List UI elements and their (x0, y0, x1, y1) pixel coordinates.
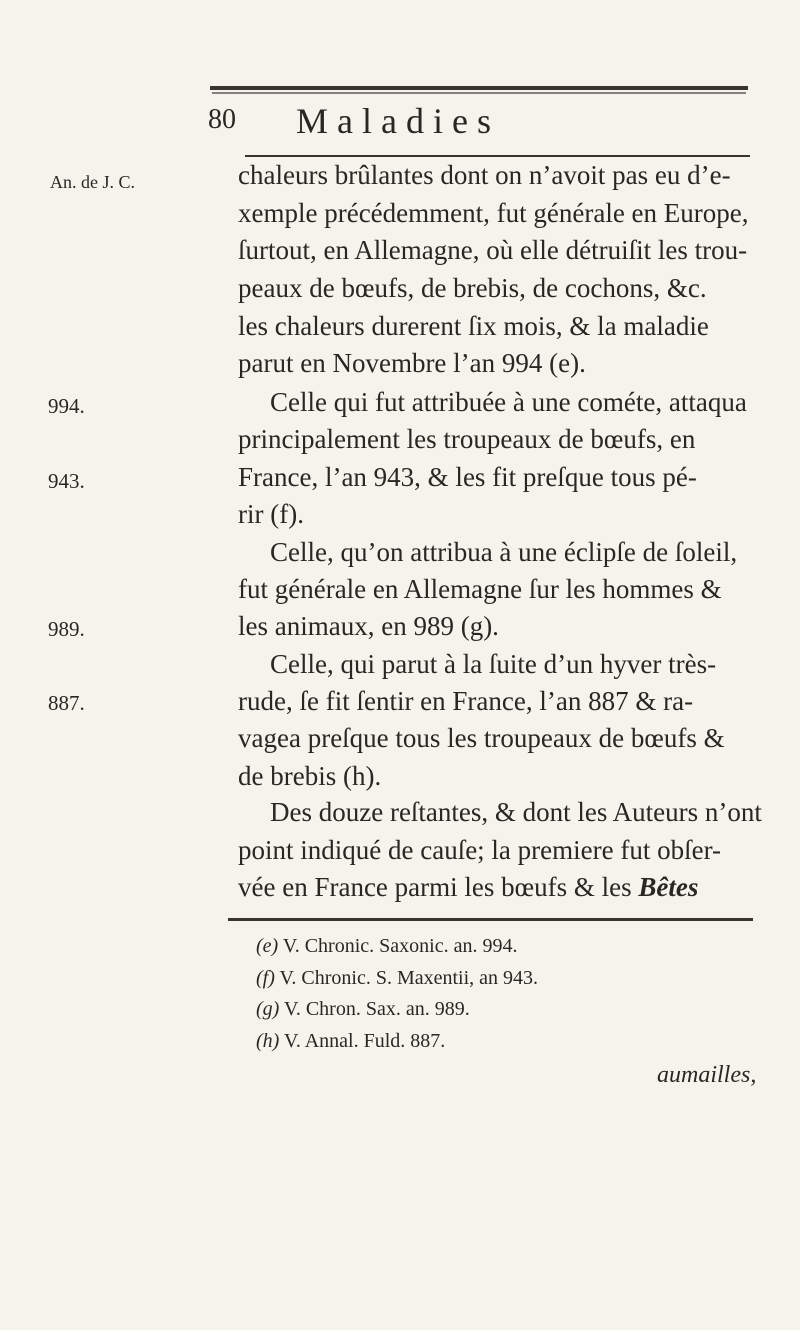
footnote-text: V. Chron. Sax. an. 989. (283, 998, 470, 1020)
footnote-label: (h) (256, 1030, 280, 1052)
footnote (256, 967, 538, 990)
catchword: aumailles, (657, 1062, 757, 1088)
page-number: 80 (208, 104, 236, 135)
text-line: les animaux, en 989 (g). (238, 611, 499, 641)
text-line: chaleurs brûlantes dont on n’avoit pas eu d’e- (238, 160, 731, 190)
text-line: fut générale en Allemagne ſur les hommes & (238, 574, 722, 604)
text-line: vagea preſque tous les troupeaux de bœufs & (238, 723, 725, 753)
page-title: Maladies (296, 101, 500, 141)
margin-year: 989. (48, 617, 85, 641)
footnote-rule (228, 918, 753, 921)
footnote (256, 935, 517, 958)
footnote-text: V. Chronic. Saxonic. an. 994. (282, 935, 518, 957)
text-line: Des douze reſtantes, & dont les Auteurs n’ont (270, 797, 762, 827)
text-line: principalement les troupeaux de bœufs, en (238, 424, 696, 454)
top-rule (210, 86, 748, 90)
footnote (256, 1030, 445, 1053)
text-line: France, l’an 943, & les fit preſque tous pé- (238, 462, 697, 492)
footnote (256, 998, 470, 1021)
italic-word: Bêtes (638, 872, 699, 902)
margin-era-label: An. de J. C. (50, 172, 135, 192)
margin-year: 994. (48, 394, 85, 418)
footnote-text: V. Chronic. S. Maxentii, an 943. (279, 967, 539, 989)
text-line: point indiqué de cauſe; la premiere fut obſer- (238, 835, 722, 865)
text-line: peaux de bœufs, de brebis, de cochons, &c. (238, 273, 707, 303)
footnote-label: (g) (256, 998, 280, 1020)
text-line-segment: vée en France parmi les bœufs & les (238, 872, 632, 902)
text-line-last (238, 870, 698, 904)
margin-year: 887. (48, 691, 85, 715)
top-rule-thin (212, 92, 746, 94)
text-line: Celle qui fut attribuée à une cométe, attaqua (270, 387, 747, 417)
text-line: rude, ſe fit ſentir en France, l’an 887 & ra- (238, 686, 694, 716)
text-line: Celle, qui parut à la ſuite d’un hyver très- (270, 649, 717, 679)
footnote-text: V. Annal. Fuld. 887. (283, 1030, 446, 1052)
header-rule (245, 155, 750, 157)
text-line: parut en Novembre l’an 994 (e). (238, 348, 586, 378)
text-line: Celle, qu’on attribua à une éclipſe de ſoleil, (270, 537, 738, 567)
footnote-label: (f) (256, 967, 275, 989)
text-line: xemple précédemment, fut générale en Europe, (238, 198, 749, 228)
text-line: ſurtout, en Allemagne, où elle détruiſit les trou- (238, 235, 748, 265)
text-line: de brebis (h). (238, 761, 382, 791)
text-line: les chaleurs durerent ſix mois, & la maladie (238, 311, 709, 341)
footnote-label: (e) (256, 935, 279, 957)
margin-year: 943. (48, 469, 85, 493)
text-line: rir (f). (238, 499, 304, 529)
